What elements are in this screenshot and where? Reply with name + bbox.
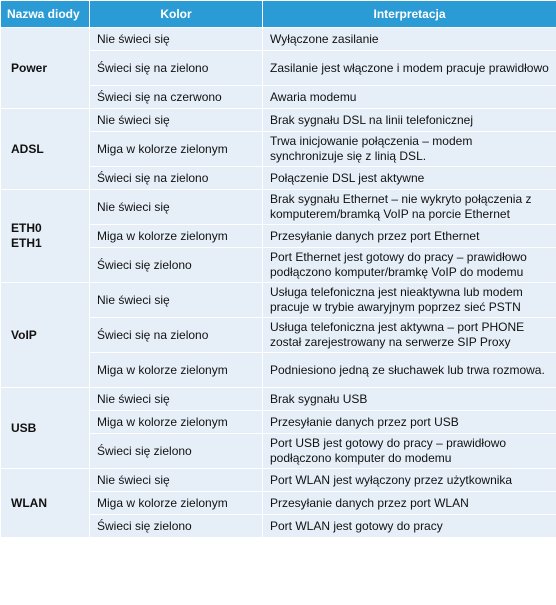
kolor-cell: Świeci się na zielono xyxy=(90,51,263,86)
interpretacja-cell: Wyłączone zasilanie xyxy=(263,28,556,51)
kolor-cell: Świeci się na zielono xyxy=(90,167,263,190)
kolor-cell: Nie świeci się xyxy=(90,190,263,225)
header-row xyxy=(1,1,556,28)
kolor-cell: Miga w kolorze zielonym xyxy=(90,353,263,388)
interpretacja-cell: Przesyłanie danych przez port USB xyxy=(263,411,556,434)
table-row xyxy=(1,283,556,318)
kolor-cell: Świeci się na zielono xyxy=(90,318,263,353)
kolor-cell: Miga w kolorze zielonym xyxy=(90,225,263,248)
kolor-cell: Nie świeci się xyxy=(90,28,263,51)
kolor-cell: Nie świeci się xyxy=(90,388,263,411)
interpretacja-cell: Połączenie DSL jest aktywne xyxy=(263,167,556,190)
kolor-cell: Miga w kolorze zielonym xyxy=(90,411,263,434)
led-name-wlan: WLAN xyxy=(1,469,90,538)
header-interpretacja: Interpretacja xyxy=(263,1,556,28)
kolor-cell: Miga w kolorze zielonym xyxy=(90,492,263,515)
interpretacja-cell: Usługa telefoniczna jest aktywna – port PHONE został zarejestrowany na serwerze SIP Proxy xyxy=(263,318,556,353)
interpretacja-cell: Brak sygnału Ethernet – nie wykryto połączenia z komputerem/bramką VoIP na porcie Ethernet xyxy=(263,190,556,225)
interpretacja-cell: Usługa telefoniczna jest nieaktywna lub modem pracuje w trybie awaryjnym poprzez sieć PSTN xyxy=(263,283,556,318)
interpretacja-cell: Brak sygnału DSL na linii telefonicznej xyxy=(263,109,556,132)
interpretacja-cell: Port WLAN jest wyłączony przez użytkownika xyxy=(263,469,556,492)
table-row xyxy=(1,469,556,492)
interpretacja-cell: Port Ethernet jest gotowy do pracy – prawidłowo podłączono komputer/bramkę VoIP do modemu xyxy=(263,248,556,283)
led-name-power: Power xyxy=(1,28,90,109)
interpretacja-cell: Przesyłanie danych przez port Ethernet xyxy=(263,225,556,248)
interpretacja-cell: Podniesiono jedną ze słuchawek lub trwa rozmowa. xyxy=(263,353,556,388)
kolor-cell: Świeci się zielono xyxy=(90,248,263,283)
kolor-cell: Nie świeci się xyxy=(90,283,263,318)
interpretacja-cell: Awaria modemu xyxy=(263,86,556,109)
table-row xyxy=(1,28,556,51)
interpretacja-cell: Trwa inicjowanie połączenia – modem synchronizuje się z linią DSL. xyxy=(263,132,556,167)
interpretacja-cell: Przesyłanie danych przez port WLAN xyxy=(263,492,556,515)
kolor-cell: Miga w kolorze zielonym xyxy=(90,132,263,167)
led-name-eth: ETH0 ETH1 xyxy=(1,190,90,283)
led-name-adsl: ADSL xyxy=(1,109,90,190)
kolor-cell: Nie świeci się xyxy=(90,469,263,492)
kolor-cell: Nie świeci się xyxy=(90,109,263,132)
kolor-cell: Świeci się na czerwono xyxy=(90,86,263,109)
interpretacja-cell: Brak sygnału USB xyxy=(263,388,556,411)
header-nazwa-diody: Nazwa diody xyxy=(1,1,90,28)
header-kolor: Kolor xyxy=(90,1,263,28)
table-row xyxy=(1,388,556,411)
table-row xyxy=(1,190,556,225)
interpretacja-cell: Port WLAN jest gotowy do pracy xyxy=(263,515,556,538)
interpretacja-cell: Port USB jest gotowy do pracy – prawidłowo podłączono komputer do modemu xyxy=(263,434,556,469)
led-name-usb: USB xyxy=(1,388,90,469)
led-name-voip: VoIP xyxy=(1,283,90,388)
kolor-cell: Świeci się zielono xyxy=(90,434,263,469)
interpretacja-cell: Zasilanie jest włączone i modem pracuje prawidłowo xyxy=(263,51,556,86)
kolor-cell: Świeci się zielono xyxy=(90,515,263,538)
table-row xyxy=(1,109,556,132)
